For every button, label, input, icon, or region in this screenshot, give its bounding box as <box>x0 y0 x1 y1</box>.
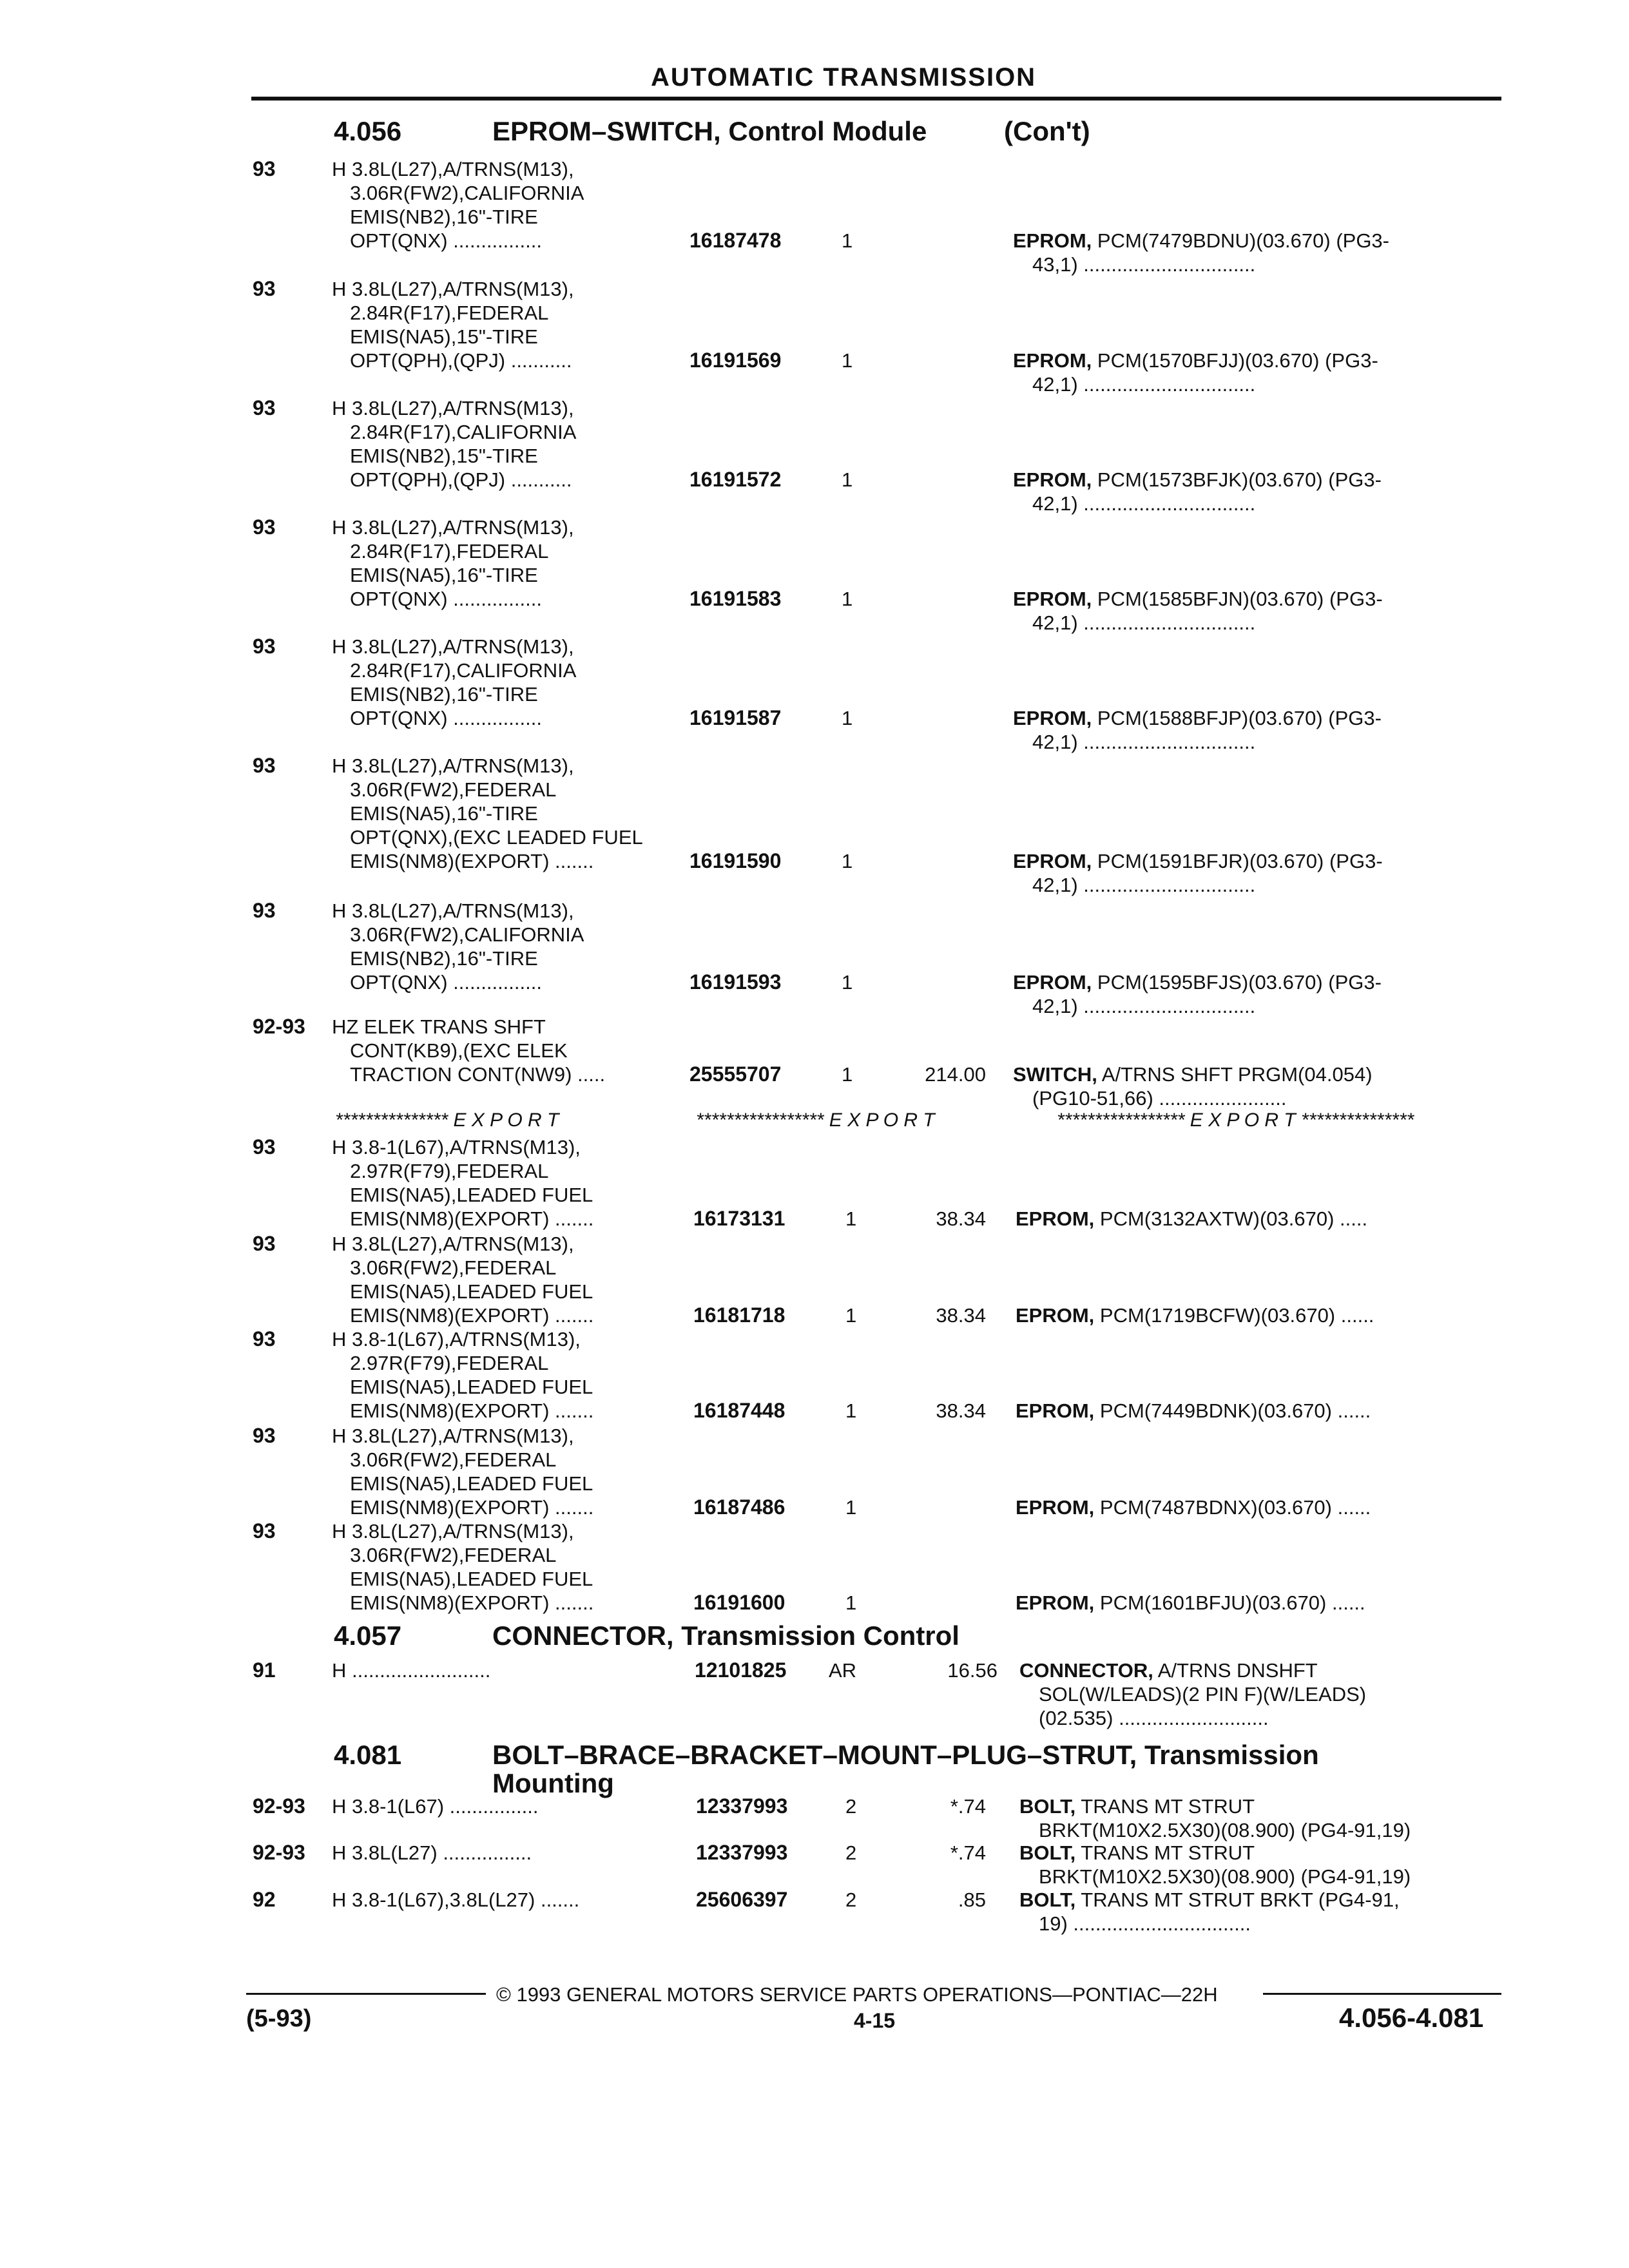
description-line: TRACTION CONT(NW9) ..... <box>350 1063 606 1086</box>
description <box>332 157 584 253</box>
year: 93 <box>253 899 276 922</box>
section-title: EPROM–SWITCH, Control Module <box>492 116 927 146</box>
description-line: 2.84R(F17),CALIFORNIA <box>350 659 577 682</box>
description-line: H 3.8-1(L67),A/TRNS(M13), <box>332 1136 581 1158</box>
part-number: 16181718 <box>693 1303 786 1327</box>
section-number: 4.081 <box>334 1740 402 1770</box>
part-name-bold: EPROM, <box>1013 468 1092 491</box>
description-line: EMIS(NB2),15"-TIRE <box>350 445 538 467</box>
description: H 3.8-1(L67) ................ <box>332 1795 539 1818</box>
section-continued-label: (Con't) <box>1004 116 1090 146</box>
page-header <box>251 63 1501 101</box>
year: 91 <box>253 1658 276 1682</box>
description-line: EMIS(NA5),LEADED FUEL <box>350 1184 593 1206</box>
part-name-rest: PCM(1601BFJU)(03.670) ...... <box>1094 1591 1365 1614</box>
export-marker-left: *************** E X P O R T <box>335 1110 559 1131</box>
part-name <box>1019 1658 1366 1730</box>
part-name-bold: EPROM, <box>1016 1496 1095 1519</box>
description <box>332 1135 593 1231</box>
year: 92-93 <box>253 1841 305 1864</box>
section-number: 4.056 <box>334 116 402 146</box>
part-name-rest: A/TRNS SHFT PRGM(04.054) <box>1097 1063 1373 1086</box>
part-name-rest: TRANS MT STRUT <box>1075 1841 1255 1864</box>
part-name-rest: PCM(7487BDNX)(03.670) ...... <box>1094 1496 1371 1519</box>
description: H 3.8L(L27) ................ <box>332 1841 532 1864</box>
part-number: 16191590 <box>689 849 782 872</box>
part-name <box>1019 1888 1400 1936</box>
description <box>332 1015 605 1086</box>
footer-rule-left <box>246 1993 486 1995</box>
part-name <box>1019 1794 1411 1842</box>
description-line: 2.84R(F17),CALIFORNIA <box>350 421 577 443</box>
part-name-line2: 42,1) ............................... <box>1032 492 1256 515</box>
part-number: 16173131 <box>693 1207 786 1230</box>
part-name <box>1013 706 1382 754</box>
description-line: 2.97R(F79),FEDERAL <box>350 1352 549 1374</box>
description-line: OPT(QPH),(QPJ) ........... <box>350 349 572 372</box>
part-number: 16187448 <box>693 1399 786 1422</box>
price: .85 <box>958 1888 986 1911</box>
quantity: 1 <box>842 971 853 994</box>
part-number: 16187486 <box>693 1495 786 1519</box>
part-name-bold: EPROM, <box>1013 349 1092 372</box>
year: 93 <box>253 1232 276 1255</box>
part-name-rest: PCM(1591BFJR)(03.670) (PG3- <box>1092 850 1383 872</box>
part-name-rest: TRANS MT STRUT BRKT (PG4-91, <box>1075 1888 1400 1911</box>
year: 93 <box>253 396 276 419</box>
description-line: OPT(QNX),(EXC LEADED FUEL <box>350 826 643 849</box>
description-line: 2.84R(F17),FEDERAL <box>350 302 549 324</box>
quantity: 2 <box>845 1795 857 1818</box>
description-line: EMIS(NB2),16"-TIRE <box>350 947 538 970</box>
part-name <box>1013 849 1383 897</box>
export-divider <box>335 1110 1482 1135</box>
part-name-rest: PCM(1585BFJN)(03.670) (PG3- <box>1092 588 1383 610</box>
quantity: 1 <box>845 1207 857 1230</box>
part-name-rest: PCM(1719BCFW)(03.670) ...... <box>1094 1304 1374 1327</box>
part-name-bold: EPROM, <box>1013 850 1092 872</box>
part-name <box>1016 1207 1367 1231</box>
quantity: 1 <box>842 468 853 491</box>
part-name-bold: BOLT, <box>1019 1795 1076 1818</box>
description: H ......................... <box>332 1659 491 1682</box>
part-name-bold: BOLT, <box>1019 1888 1076 1911</box>
year: 93 <box>253 1424 276 1447</box>
part-name-line2: 43,1) ............................... <box>1032 253 1256 276</box>
quantity: 2 <box>845 1841 857 1864</box>
description-line: H 3.8L(L27),A/TRNS(M13), <box>332 397 574 419</box>
part-number: 25555707 <box>689 1062 782 1086</box>
part-number: 16191600 <box>693 1591 786 1614</box>
year: 92 <box>253 1888 276 1911</box>
description-line: EMIS(NM8)(EXPORT) ....... <box>350 850 594 872</box>
description-line: 3.06R(FW2),FEDERAL <box>350 1256 557 1279</box>
quantity: 1 <box>842 1063 853 1086</box>
year: 93 <box>253 277 276 300</box>
part-name-bold: CONNECTOR, <box>1019 1659 1153 1682</box>
year: 93 <box>253 1519 276 1542</box>
part-name-bold: EPROM, <box>1013 971 1092 994</box>
part-name <box>1016 1495 1371 1519</box>
year: 93 <box>253 1327 276 1350</box>
description <box>332 1424 593 1519</box>
part-name <box>1013 587 1383 635</box>
description-line: H 3.8L(L27),A/TRNS(M13), <box>332 635 574 658</box>
description <box>332 1232 593 1327</box>
section-title-line2: Mounting <box>492 1768 614 1798</box>
section-title: CONNECTOR, Transmission Control <box>492 1620 959 1651</box>
part-number: 16191569 <box>689 349 782 372</box>
description-line: EMIS(NA5),LEADED FUEL <box>350 1568 593 1590</box>
part-name-bold: EPROM, <box>1016 1399 1095 1422</box>
part-name <box>1013 468 1382 515</box>
year: 93 <box>253 635 276 658</box>
year: 93 <box>253 1135 276 1158</box>
export-marker-right: ***************** E X P O R T *************** <box>1057 1110 1414 1131</box>
description-line: OPT(QNX) ................ <box>350 588 542 610</box>
footer-rule-right <box>1263 1993 1501 1995</box>
description-line: 2.84R(F17),FEDERAL <box>350 540 549 562</box>
description <box>332 635 576 730</box>
section-number: 4.057 <box>334 1620 402 1651</box>
description-line: H 3.8L(L27),A/TRNS(M13), <box>332 1425 574 1447</box>
description-line: 3.06R(FW2),FEDERAL <box>350 778 557 801</box>
description-line: EMIS(NA5),LEADED FUEL <box>350 1376 593 1398</box>
price: 38.34 <box>936 1304 986 1327</box>
part-name-line2: (PG10-51,66) ....................... <box>1032 1087 1287 1110</box>
description-line: 2.97R(F79),FEDERAL <box>350 1160 549 1182</box>
description <box>332 1519 593 1615</box>
footer-date: (5-93) <box>246 2005 312 2032</box>
part-name <box>1013 970 1382 1018</box>
description-line: EMIS(NM8)(EXPORT) ....... <box>350 1304 594 1327</box>
description-line: OPT(QNX) ................ <box>350 971 542 994</box>
description-line: EMIS(NA5),16"-TIRE <box>350 564 538 586</box>
quantity: 1 <box>845 1496 857 1519</box>
quantity: 1 <box>845 1304 857 1327</box>
year: 92-93 <box>253 1794 305 1818</box>
description: H 3.8-1(L67),3.8L(L27) ....... <box>332 1888 580 1911</box>
description <box>332 1327 593 1423</box>
description-line: EMIS(NA5),15"-TIRE <box>350 325 538 348</box>
price: *.74 <box>950 1841 986 1864</box>
part-name <box>1019 1841 1411 1888</box>
part-name-rest: PCM(7479BDNU)(03.670) (PG3- <box>1092 229 1389 252</box>
part-number: 12337993 <box>696 1794 788 1818</box>
quantity: 1 <box>842 349 853 372</box>
part-name-line2: SOL(W/LEADS)(2 PIN F)(W/LEADS) <box>1039 1683 1367 1706</box>
part-name-line2: 42,1) ............................... <box>1032 874 1256 896</box>
price: 16.56 <box>947 1659 998 1682</box>
description-line: H 3.8L(L27),A/TRNS(M13), <box>332 754 574 777</box>
description-line: 3.06R(FW2),CALIFORNIA <box>350 182 584 204</box>
footer-copyright: © 1993 GENERAL MOTORS SERVICE PARTS OPERATIONS—PONTIAC—22H <box>496 1983 1218 2006</box>
part-name-bold: EPROM, <box>1016 1304 1095 1327</box>
part-name-line2: BRKT(M10X2.5X30)(08.900) (PG4-91,19) <box>1039 1865 1411 1888</box>
description-line: H 3.8L(L27),A/TRNS(M13), <box>332 278 574 300</box>
description <box>332 396 576 492</box>
description-line: 3.06R(FW2),FEDERAL <box>350 1448 557 1471</box>
section-title: BOLT–BRACE–BRACKET–MOUNT–PLUG–STRUT, Transmission <box>492 1740 1319 1770</box>
part-name-bold: EPROM, <box>1013 229 1092 252</box>
page-title: AUTOMATIC TRANSMISSION <box>651 63 1037 91</box>
part-name-bold: BOLT, <box>1019 1841 1076 1864</box>
part-name-line2: 19) ................................ <box>1039 1912 1251 1935</box>
part-name-line3: (02.535) ........................... <box>1039 1707 1269 1729</box>
price: *.74 <box>950 1795 986 1818</box>
part-name-rest: PCM(1588BFJP)(03.670) (PG3- <box>1092 707 1382 729</box>
quantity: 1 <box>845 1591 857 1614</box>
part-name-rest: PCM(1595BFJS)(03.670) (PG3- <box>1092 971 1382 994</box>
description-line: EMIS(NA5),LEADED FUEL <box>350 1472 593 1495</box>
quantity: 1 <box>842 588 853 610</box>
description-line: EMIS(NM8)(EXPORT) ....... <box>350 1496 594 1519</box>
year: 93 <box>253 754 276 777</box>
part-name-line2: 42,1) ............................... <box>1032 995 1256 1017</box>
description <box>332 515 574 611</box>
part-name-rest: PCM(7449BDNK)(03.670) ...... <box>1094 1399 1371 1422</box>
description-line: OPT(QNX) ................ <box>350 229 542 252</box>
part-name <box>1013 229 1389 276</box>
description-line: EMIS(NM8)(EXPORT) ....... <box>350 1399 594 1422</box>
description-line: H 3.8L(L27),A/TRNS(M13), <box>332 1520 574 1542</box>
part-number: 12337993 <box>696 1841 788 1864</box>
description-line: EMIS(NB2),16"-TIRE <box>350 206 538 228</box>
part-name-rest: A/TRNS DNSHFT <box>1153 1659 1318 1682</box>
part-number: 16191583 <box>689 587 782 610</box>
quantity: 1 <box>842 229 853 252</box>
quantity: 1 <box>845 1399 857 1422</box>
part-name <box>1016 1399 1371 1423</box>
description-line: H 3.8L(L27),A/TRNS(M13), <box>332 899 574 922</box>
description-line: EMIS(NM8)(EXPORT) ....... <box>350 1207 594 1230</box>
description <box>332 899 584 994</box>
description-line: OPT(QPH),(QPJ) ........... <box>350 468 572 491</box>
part-name <box>1013 1062 1373 1110</box>
description-line: H 3.8L(L27),A/TRNS(M13), <box>332 516 574 539</box>
quantity: AR <box>829 1659 857 1682</box>
part-name-rest: TRANS MT STRUT <box>1075 1795 1255 1818</box>
part-name-bold: EPROM, <box>1016 1591 1095 1614</box>
part-name <box>1016 1303 1374 1327</box>
description-line: HZ ELEK TRANS SHFT <box>332 1015 546 1038</box>
part-number: 16187478 <box>689 229 782 252</box>
part-name-line2: BRKT(M10X2.5X30)(08.900) (PG4-91,19) <box>1039 1819 1411 1841</box>
description-line: EMIS(NA5),LEADED FUEL <box>350 1280 593 1303</box>
description-line: OPT(QNX) ................ <box>350 707 542 729</box>
part-name <box>1016 1591 1365 1615</box>
quantity: 2 <box>845 1888 857 1911</box>
part-number: 16191587 <box>689 706 782 729</box>
part-name-rest: PCM(3132AXTW)(03.670) ..... <box>1094 1207 1368 1230</box>
part-name-bold: EPROM, <box>1013 588 1092 610</box>
part-name-rest: PCM(1570BFJJ)(03.670) (PG3- <box>1092 349 1378 372</box>
description-line: CONT(KB9),(EXC ELEK <box>350 1039 568 1062</box>
part-name <box>1013 349 1378 396</box>
description-line: 3.06R(FW2),FEDERAL <box>350 1544 557 1566</box>
description <box>332 277 574 372</box>
part-number: 25606397 <box>696 1888 788 1911</box>
footer-section-range: 4.056-4.081 <box>1339 2003 1484 2033</box>
part-name-line2: 42,1) ............................... <box>1032 611 1256 634</box>
part-name-line2: 42,1) ............................... <box>1032 731 1256 753</box>
part-name-bold: EPROM, <box>1016 1207 1095 1230</box>
part-number: 12101825 <box>695 1658 787 1682</box>
price: 214.00 <box>925 1063 986 1086</box>
quantity: 1 <box>842 707 853 729</box>
footer-page-number: 4-15 <box>854 2009 896 2032</box>
part-name-bold: SWITCH, <box>1013 1063 1097 1086</box>
part-number: 16191572 <box>689 468 782 491</box>
description-line: 3.06R(FW2),CALIFORNIA <box>350 923 584 946</box>
export-marker-middle: ***************** E X P O R T <box>696 1110 935 1131</box>
description-line: H 3.8L(L27),A/TRNS(M13), <box>332 158 574 180</box>
description-line: EMIS(NM8)(EXPORT) ....... <box>350 1591 594 1614</box>
part-number: 16191593 <box>689 970 782 994</box>
year: 93 <box>253 157 276 180</box>
year: 93 <box>253 515 276 539</box>
quantity: 1 <box>842 850 853 872</box>
description-line: EMIS(NA5),16"-TIRE <box>350 802 538 825</box>
price: 38.34 <box>936 1399 986 1422</box>
description-line: H 3.8-1(L67),A/TRNS(M13), <box>332 1328 581 1350</box>
part-name-bold: EPROM, <box>1013 707 1092 729</box>
year: 92-93 <box>253 1015 305 1038</box>
part-name-line2: 42,1) ............................... <box>1032 373 1256 396</box>
description-line: EMIS(NB2),16"-TIRE <box>350 683 538 706</box>
description-line: H 3.8L(L27),A/TRNS(M13), <box>332 1233 574 1255</box>
price: 38.34 <box>936 1207 986 1230</box>
description <box>332 754 643 873</box>
part-name-rest: PCM(1573BFJK)(03.670) (PG3- <box>1092 468 1382 491</box>
